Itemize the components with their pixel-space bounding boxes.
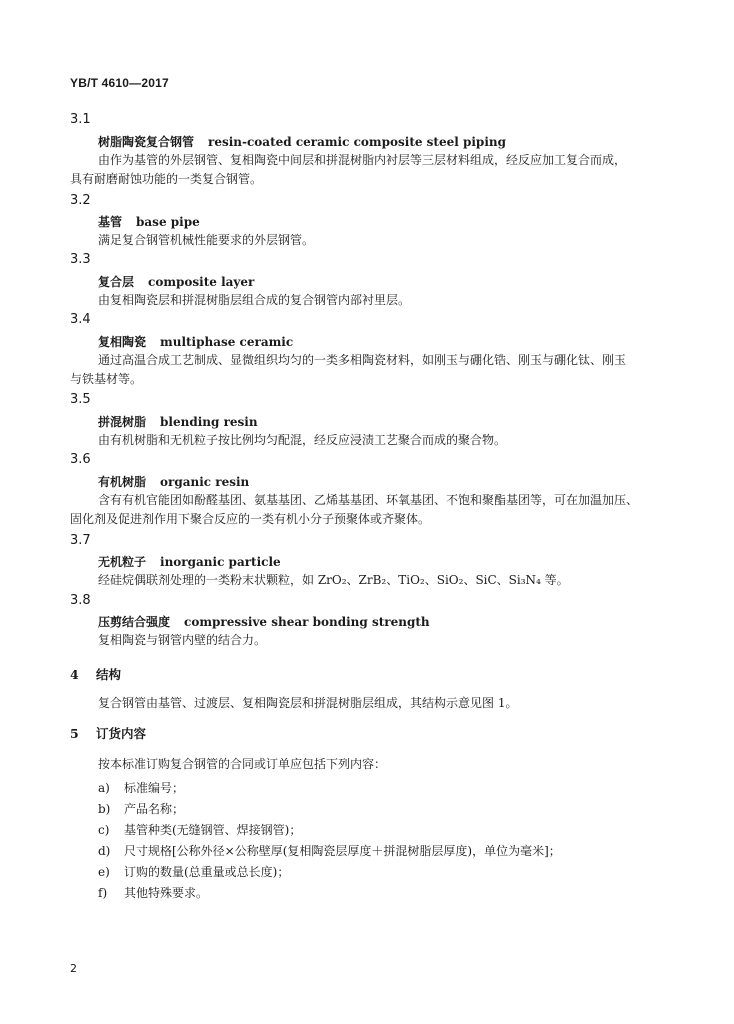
definition-line: 满足复合钢管机械性能要求的外层钢管。 [98,233,315,247]
section-heading [70,665,121,683]
definition-line: 通过高温合成工艺制成、显微组织均匀的一类多相陶瓷材料，如刚玉与硼化锆、刚玉与硼化钛、刚玉 [98,353,627,367]
list-label: e) [98,865,110,879]
clause-number: 3.7 [70,533,91,548]
clause-number: 3.6 [70,452,91,467]
list-item [98,800,184,817]
list-item [98,779,184,796]
list-text: 标准编号； [124,781,185,795]
term-definition [70,351,668,389]
term-cn: 压剪结合强度 [98,615,171,629]
list-label: f) [98,886,108,900]
clause-number: 3.4 [70,312,91,327]
definition-line: 含有有机官能团如酚醛基团、氨基基团、乙烯基基团、环氧基团、不饱和聚酯基团等，可在加温加压、 [98,493,639,507]
paragraph: 复合钢管由基管、过渡层、复相陶瓷层和拼混树脂层组成，其结构示意见图 1。 [98,696,518,710]
term-definition [70,151,668,189]
definition-line: 由作为基管的外层钢管、复相陶瓷中间层和拼混树脂内衬层等三层材料组成，经反应加工复合而成， [98,153,627,167]
term-en: blending resin [160,415,258,429]
list-item [98,863,289,880]
definition-line: 由有机树脂和无机粒子按比例均匀配混，经反应浸渍工艺聚合而成的聚合物。 [98,433,507,447]
clause-number: 3.2 [70,193,91,208]
definition-line: 与铁基材等。 [70,372,143,386]
term-heading [98,333,293,350]
list-label: a) [98,781,110,795]
list-label: c) [98,823,110,837]
list-label: b) [98,802,111,816]
list-text: 订购的数量(总重量或总长度)； [124,865,290,879]
term-heading [98,553,281,570]
clause-number: 3.1 [70,112,91,127]
term-cn: 复合层 [98,275,135,289]
definition-line: 经硅烷偶联剂处理的一类粉末状颗粒，如 ZrO₂、ZrB₂、TiO₂、SiO₂、SiC、Si₃N₄ 等。 [98,573,569,587]
term-definition [98,291,668,310]
term-definition [70,491,668,529]
term-en: composite layer [148,275,255,289]
term-heading [98,273,254,290]
term-definition [98,431,668,450]
clause-number: 3.3 [70,252,91,267]
definition-line: 复相陶瓷与钢管内壁的结合力。 [98,633,267,647]
term-cn: 基管 [98,215,123,229]
term-definition [98,231,668,250]
section-heading [70,724,146,742]
term-cn: 有机树脂 [98,475,147,489]
term-en: multiphase ceramic [160,335,294,349]
section-number: 5 [70,726,79,741]
list-text: 尺寸规格[公称外径×公称壁厚(复相陶瓷层厚度＋拼混树脂层厚度)，单位为毫米]； [124,844,561,858]
term-heading [98,133,506,150]
term-cn: 拼混树脂 [98,415,147,429]
term-cn: 树脂陶瓷复合钢管 [98,135,195,149]
list-item [98,884,208,901]
list-label: d) [98,844,111,858]
clause-number: 3.8 [70,593,91,608]
term-en: organic resin [160,475,250,489]
term-heading [98,613,430,630]
list-item [98,821,301,838]
term-en: resin-coated ceramic composite steel piping [208,135,506,149]
term-heading [98,213,200,230]
clause-number: 3.5 [70,392,91,407]
term-heading [98,413,258,430]
term-definition [98,631,668,650]
page-number: 2 [70,962,77,975]
section-title: 结构 [96,667,122,682]
list-text: 产品名称； [124,802,185,816]
definition-line: 固化剂及促进剂作用下聚合反应的一类有机小分子预聚体或齐聚体。 [70,512,431,526]
list-text: 其他特殊要求。 [124,886,209,900]
term-en: compressive shear bonding strength [184,615,430,629]
term-cn: 复相陶瓷 [98,335,147,349]
section-title: 订货内容 [96,726,147,741]
term-en: base pipe [136,215,200,229]
term-cn: 无机粒子 [98,555,147,569]
term-en: inorganic particle [160,555,281,569]
standard-header: YB/T 4610—2017 [70,76,169,90]
definition-line: 具有耐磨耐蚀功能的一类复合钢管。 [70,172,263,186]
definition-line: 由复相陶瓷层和拼混树脂层组合成的复合钢管内部衬里层。 [98,293,411,307]
section-number: 4 [70,667,79,682]
list-text: 基管种类(无缝钢管、焊接钢管)； [124,823,302,837]
term-heading [98,473,249,490]
paragraph: 按本标准订购复合钢管的合同或订单应包括下列内容： [98,757,387,771]
list-item [98,842,561,859]
term-definition [98,571,668,590]
